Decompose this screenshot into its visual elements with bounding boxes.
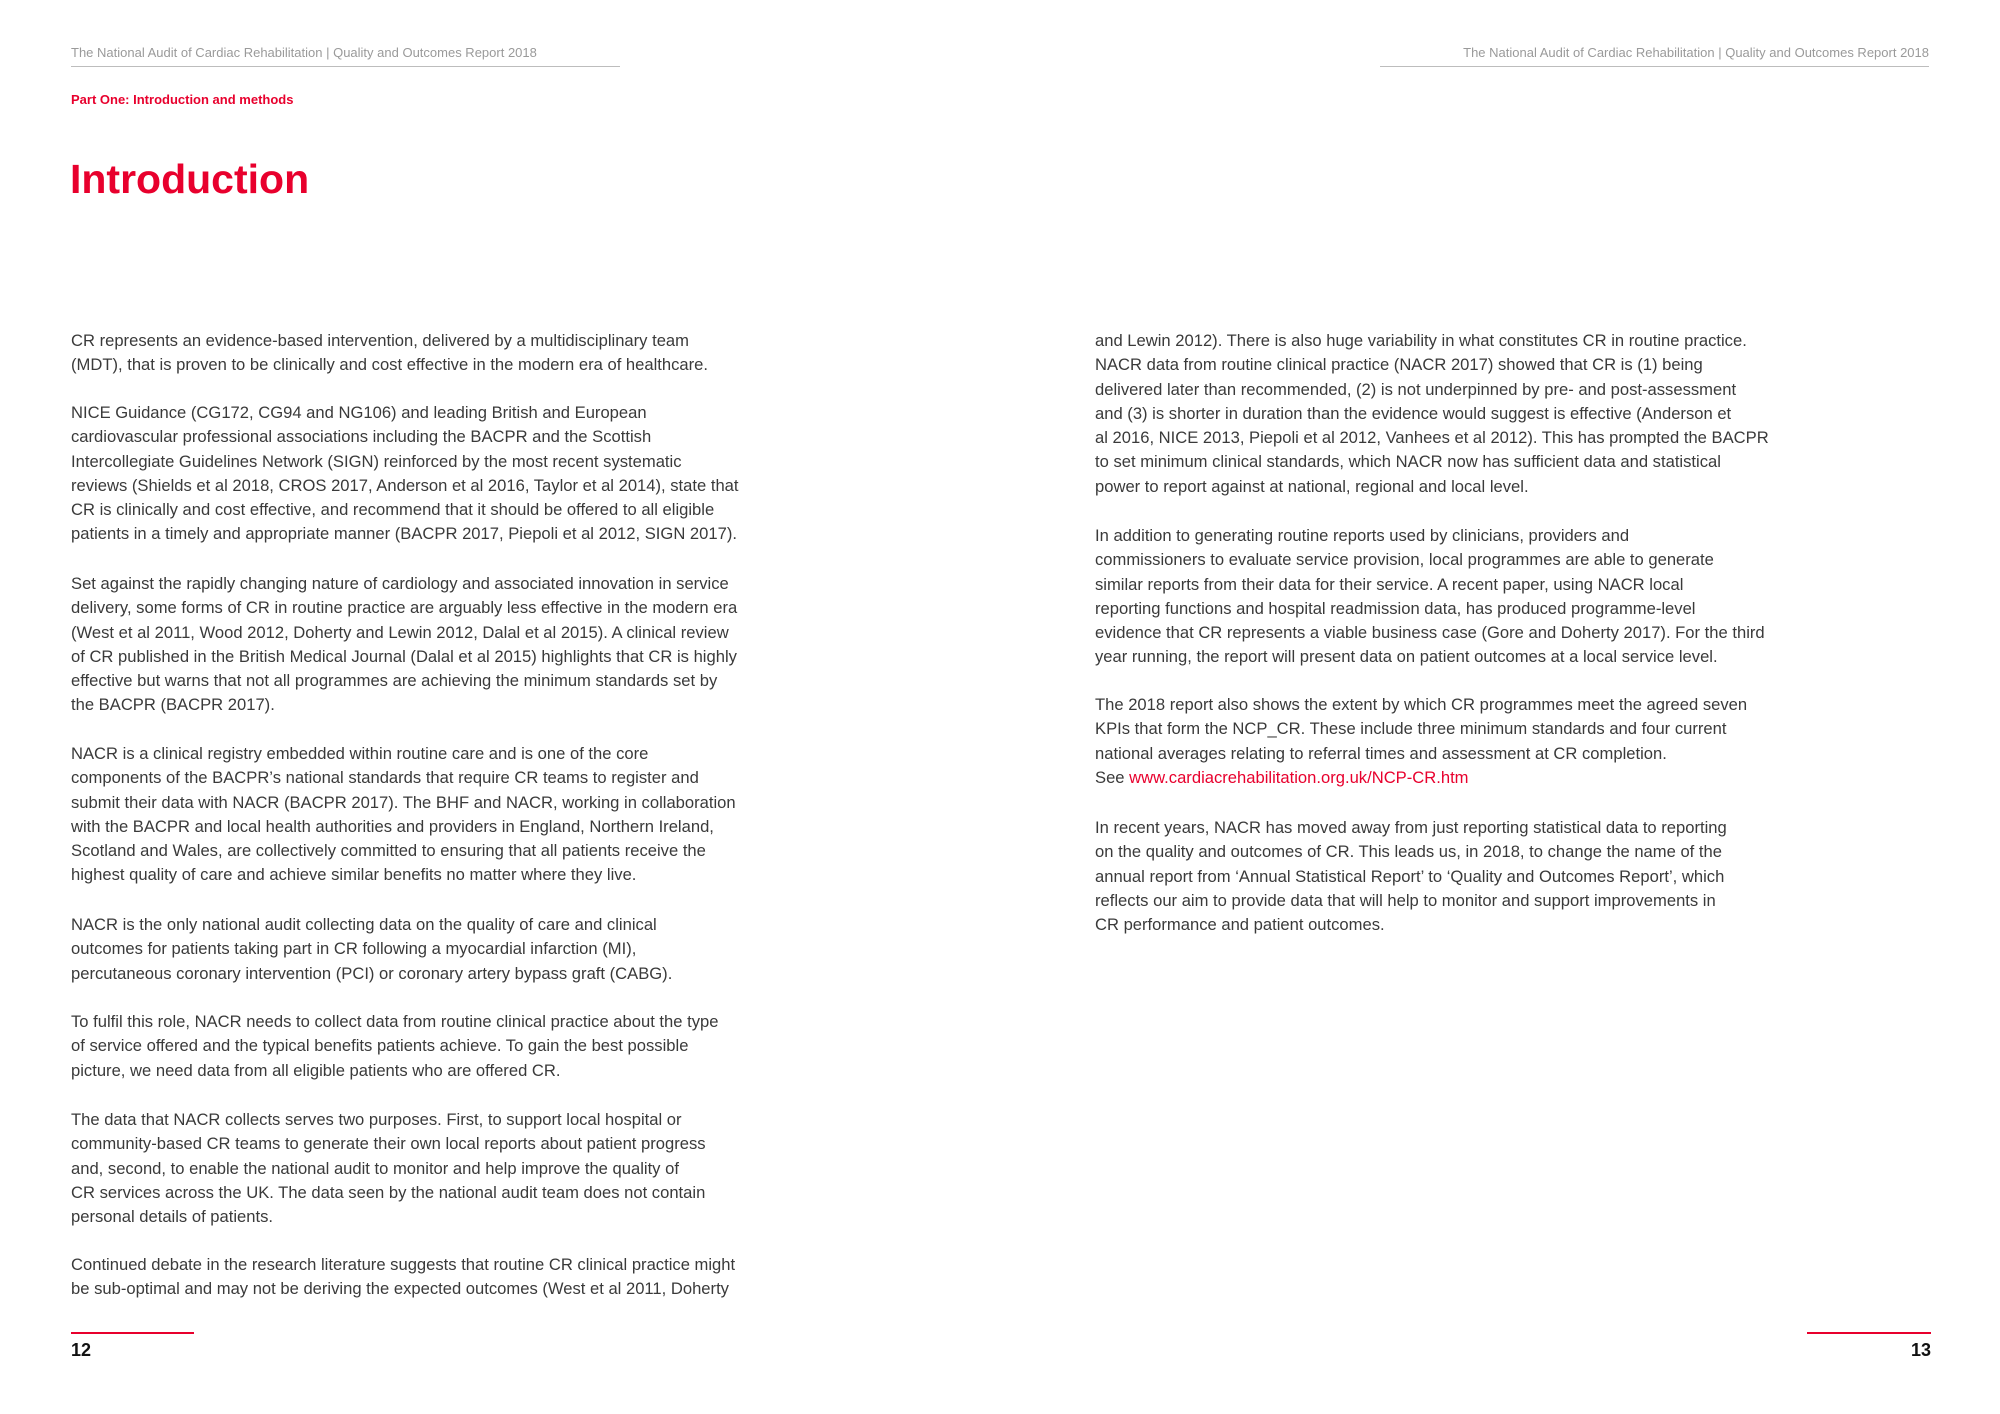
- page-number-right: 13: [1910, 1340, 1931, 1360]
- paragraph: Continued debate in the research literature suggests that routine CR clinical practice might be sub-optimal and may not be deriving the expected outcomes (West et al 2011, Doherty: [71, 1255, 736, 1299]
- running-header-left: The National Audit of Cardiac Rehabilitation | Quality and Outcomes Report 2018: [71, 45, 537, 60]
- running-header-right: The National Audit of Cardiac Rehabilitation | Quality and Outcomes Report 2018: [1463, 45, 1929, 60]
- footer-rule-right: [1807, 1332, 1931, 1334]
- paragraph: The data that NACR collects serves two purposes. First, to support local hospital or community-based CR teams to generate their own local reports about patient progress and, second, to enable the national audit to monitor and help improve the quality of CR services across the UK. The data seen by the national audit team does not contain personal details of patients.: [71, 1110, 706, 1227]
- paragraph: and Lewin 2012). There is also huge variability in what constitutes CR in routine practice. NACR data from routine clinical practice (NACR 2017) showed that CR is (1) being delivered later than recommended, (2) is not underpinned by pre- and post-assessment and (3) is shorter in duration than the evidence would suggest is effective (Anderson et al 2016, NICE 2013, Piepoli et al 2012, Vanhees et al 2012). This has prompted the BACPR to set minimum clinical standards, which NACR now has sufficient data and statistical power to report against at national, regional and local level.: [1095, 331, 1769, 496]
- header-divider-right: [1380, 66, 1929, 67]
- section-label: Part One: Introduction and methods: [71, 92, 294, 107]
- paragraph: In recent years, NACR has moved away from just reporting statistical data to reporting on the quality and outcomes of CR. This leads us, in 2018, to change the name of the annual report from ‘Annual Statistical Report’ to ‘Quality and Outcomes Report’, which reflects our aim to provide data that will help to monitor and support improvements in CR performance and patient outcomes.: [1095, 818, 1727, 935]
- paragraph: NACR is the only national audit collecting data on the quality of care and clinical outcomes for patients taking part in CR following a myocardial infarction (MI), percutaneous coronary intervention (PCI) or coronary artery bypass graft (CABG).: [71, 915, 673, 983]
- paragraph: NACR is a clinical registry embedded within routine care and is one of the core components of the BACPR’s national standards that require CR teams to register and submit their data with NACR (BACPR 2017). The BHF and NACR, working in collaboration with the BACPR and local health authorities and providers in England, Northern Ireland, Scotland and Wales, are collectively committed to ensuring that all patients receive the highest quality of care and achieve similar benefits no matter where they live.: [71, 744, 736, 885]
- paragraph: NICE Guidance (CG172, CG94 and NG106) and leading British and European cardiovascular professional associations including the BACPR and the Scottish Intercollegiate Guidelines Network (SIGN) reinforced by the most recent systematic reviews (Shields et al 2018, CROS 2017, Anderson et al 2016, Taylor et al 2014), state that CR is clinically and cost effective, and recommend that it should be offered to all eligible patients in a timely and appropriate manner (BACPR 2017, Piepoli et al 2012, SIGN 2017).: [71, 403, 739, 544]
- page-title: Introduction: [70, 156, 310, 202]
- paragraph-text: The 2018 report also shows the extent by which CR programmes meet the agreed seven KPIs that form the NCP_CR. These include three minimum standards and four current national averages relating to referral times and assessment at CR completion. See: [1095, 695, 1748, 787]
- paragraph: Set against the rapidly changing nature of cardiology and associated innovation in service delivery, some forms of CR in routine practice are arguably less effective in the modern era (West et al 2011, Wood 2012, Doherty and Lewin 2012, Dalal et al 2015). A clinical review of CR published in the British Medical Journal (Dalal et al 2015) highlights that CR is highly effective but warns that not all programmes are achieving the minimum standards set by the BACPR (BACPR 2017).: [71, 574, 738, 715]
- ncp-cr-link[interactable]: www.cardiacrehabilitation.org.uk/NCP-CR.htm: [1129, 767, 1469, 787]
- paragraph: CR represents an evidence-based intervention, delivered by a multidisciplinary team (MDT), that is proven to be clinically and cost effective in the modern era of healthcare.: [71, 331, 709, 375]
- footer-rule-left: [71, 1332, 194, 1334]
- paragraph: To fulfil this role, NACR needs to collect data from routine clinical practice about the type of service offered and the typical benefits patients achieve. To gain the best possible picture, we need data from all eligible patients who are offered CR.: [71, 1012, 719, 1080]
- page-number-left: 12: [71, 1340, 92, 1360]
- paragraph: In addition to generating routine reports used by clinicians, providers and commissioners to evaluate service provision, local programmes are able to generate similar reports from their data for their service. A recent paper, using NACR local reporting functions and hospital readmission data, has produced programme-level evidence that CR represents a viable business case (Gore and Doherty 2017). For the third year running, the report will present data on patient outcomes at a local service level.: [1095, 526, 1765, 667]
- header-divider-left: [71, 66, 620, 67]
- paragraph-kpi: [1095, 693, 1747, 790]
